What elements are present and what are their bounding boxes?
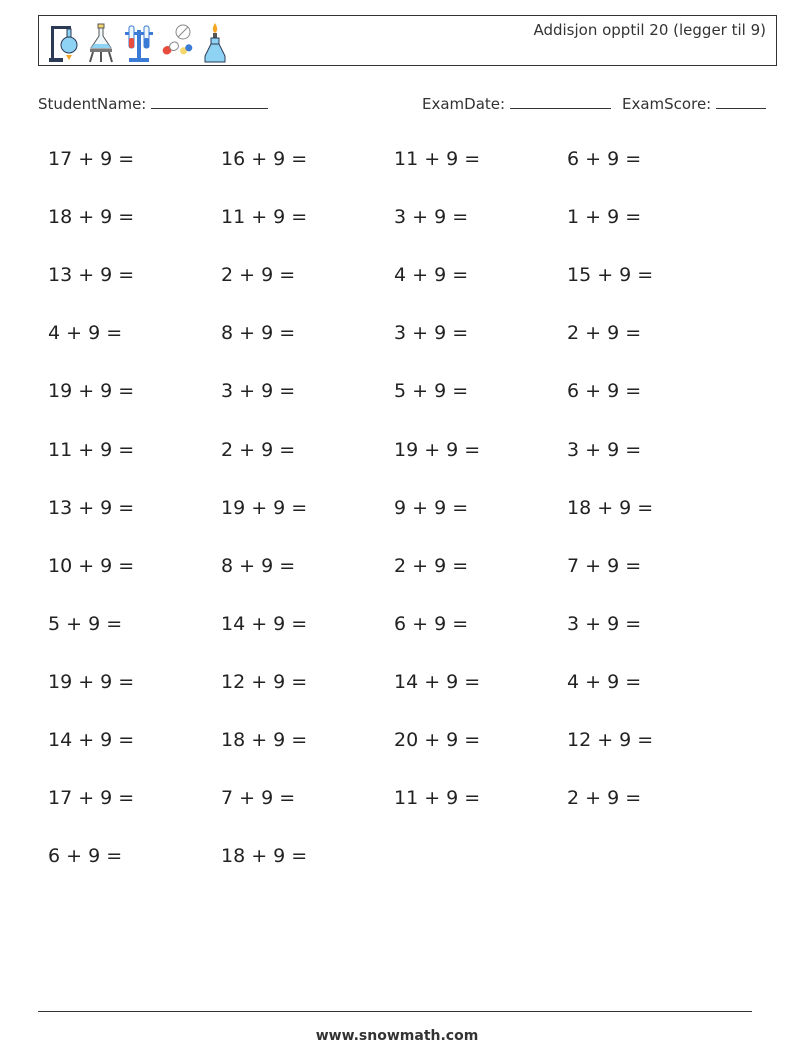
problem-item: 9 + 9 = bbox=[394, 497, 469, 519]
problem-item: 16 + 9 = bbox=[221, 148, 308, 170]
exam-score-field bbox=[622, 94, 766, 113]
pills-capsule-icon bbox=[161, 20, 193, 64]
problem-item: 3 + 9 = bbox=[394, 206, 469, 228]
problem-item: 13 + 9 = bbox=[48, 497, 135, 519]
problem-item: 18 + 9 = bbox=[567, 497, 654, 519]
test-tube-rack-icon bbox=[123, 20, 155, 64]
retort-stand-flask-icon bbox=[47, 20, 79, 64]
problem-item: 3 + 9 = bbox=[567, 613, 642, 635]
problem-item: 19 + 9 = bbox=[48, 380, 135, 402]
problem-item: 2 + 9 = bbox=[394, 555, 469, 577]
problem-item: 12 + 9 = bbox=[221, 671, 308, 693]
problem-item: 6 + 9 = bbox=[48, 845, 123, 867]
problem-item: 6 + 9 = bbox=[394, 613, 469, 635]
problem-item: 2 + 9 = bbox=[221, 264, 296, 286]
student-name-blank[interactable] bbox=[151, 94, 268, 109]
problem-item: 4 + 9 = bbox=[394, 264, 469, 286]
problem-item: 4 + 9 = bbox=[567, 671, 642, 693]
problem-item: 17 + 9 = bbox=[48, 787, 135, 809]
problem-item: 18 + 9 = bbox=[221, 845, 308, 867]
problem-item: 7 + 9 = bbox=[221, 787, 296, 809]
flask-on-stand-icon bbox=[85, 20, 117, 64]
student-name-label: StudentName: bbox=[38, 95, 147, 113]
problem-item: 2 + 9 = bbox=[221, 439, 296, 461]
problem-item: 14 + 9 = bbox=[221, 613, 308, 635]
exam-date-field bbox=[422, 94, 611, 113]
problem-item: 5 + 9 = bbox=[394, 380, 469, 402]
problem-item: 6 + 9 = bbox=[567, 148, 642, 170]
oil-lamp-icon bbox=[199, 20, 231, 64]
problem-item: 18 + 9 = bbox=[221, 729, 308, 751]
worksheet-title: Addisjon opptil 20 (legger til 9) bbox=[533, 21, 766, 39]
exam-date-label: ExamDate: bbox=[422, 95, 506, 113]
problem-item: 2 + 9 = bbox=[567, 787, 642, 809]
problem-item: 18 + 9 = bbox=[48, 206, 135, 228]
footer-url: www.snowmath.com bbox=[315, 1028, 479, 1044]
problem-item: 7 + 9 = bbox=[567, 555, 642, 577]
problem-item: 2 + 9 = bbox=[567, 322, 642, 344]
problem-item: 14 + 9 = bbox=[394, 671, 481, 693]
problem-item: 5 + 9 = bbox=[48, 613, 123, 635]
problem-item: 11 + 9 = bbox=[221, 206, 308, 228]
problem-item: 8 + 9 = bbox=[221, 322, 296, 344]
worksheet-header bbox=[38, 15, 777, 66]
problem-item: 11 + 9 = bbox=[48, 439, 135, 461]
problem-item: 20 + 9 = bbox=[394, 729, 481, 751]
problem-item: 3 + 9 = bbox=[394, 322, 469, 344]
problem-item: 11 + 9 = bbox=[394, 787, 481, 809]
problem-item: 10 + 9 = bbox=[48, 555, 135, 577]
problem-item: 17 + 9 = bbox=[48, 148, 135, 170]
problem-item: 1 + 9 = bbox=[567, 206, 642, 228]
problem-item: 8 + 9 = bbox=[221, 555, 296, 577]
header-icons bbox=[47, 20, 231, 64]
problem-item: 11 + 9 = bbox=[394, 148, 481, 170]
problem-item: 13 + 9 = bbox=[48, 264, 135, 286]
problem-item: 3 + 9 = bbox=[221, 380, 296, 402]
exam-score-blank[interactable] bbox=[716, 94, 766, 109]
problem-item: 4 + 9 = bbox=[48, 322, 123, 344]
footer-divider bbox=[38, 1011, 752, 1012]
problem-item: 12 + 9 = bbox=[567, 729, 654, 751]
problem-item: 19 + 9 = bbox=[48, 671, 135, 693]
exam-score-label: ExamScore: bbox=[622, 95, 712, 113]
student-name-field bbox=[38, 94, 268, 113]
problem-item: 6 + 9 = bbox=[567, 380, 642, 402]
problem-item: 14 + 9 = bbox=[48, 729, 135, 751]
problem-item: 15 + 9 = bbox=[567, 264, 654, 286]
exam-date-blank[interactable] bbox=[510, 94, 611, 109]
problem-item: 3 + 9 = bbox=[567, 439, 642, 461]
problem-item: 19 + 9 = bbox=[394, 439, 481, 461]
problem-item: 19 + 9 = bbox=[221, 497, 308, 519]
